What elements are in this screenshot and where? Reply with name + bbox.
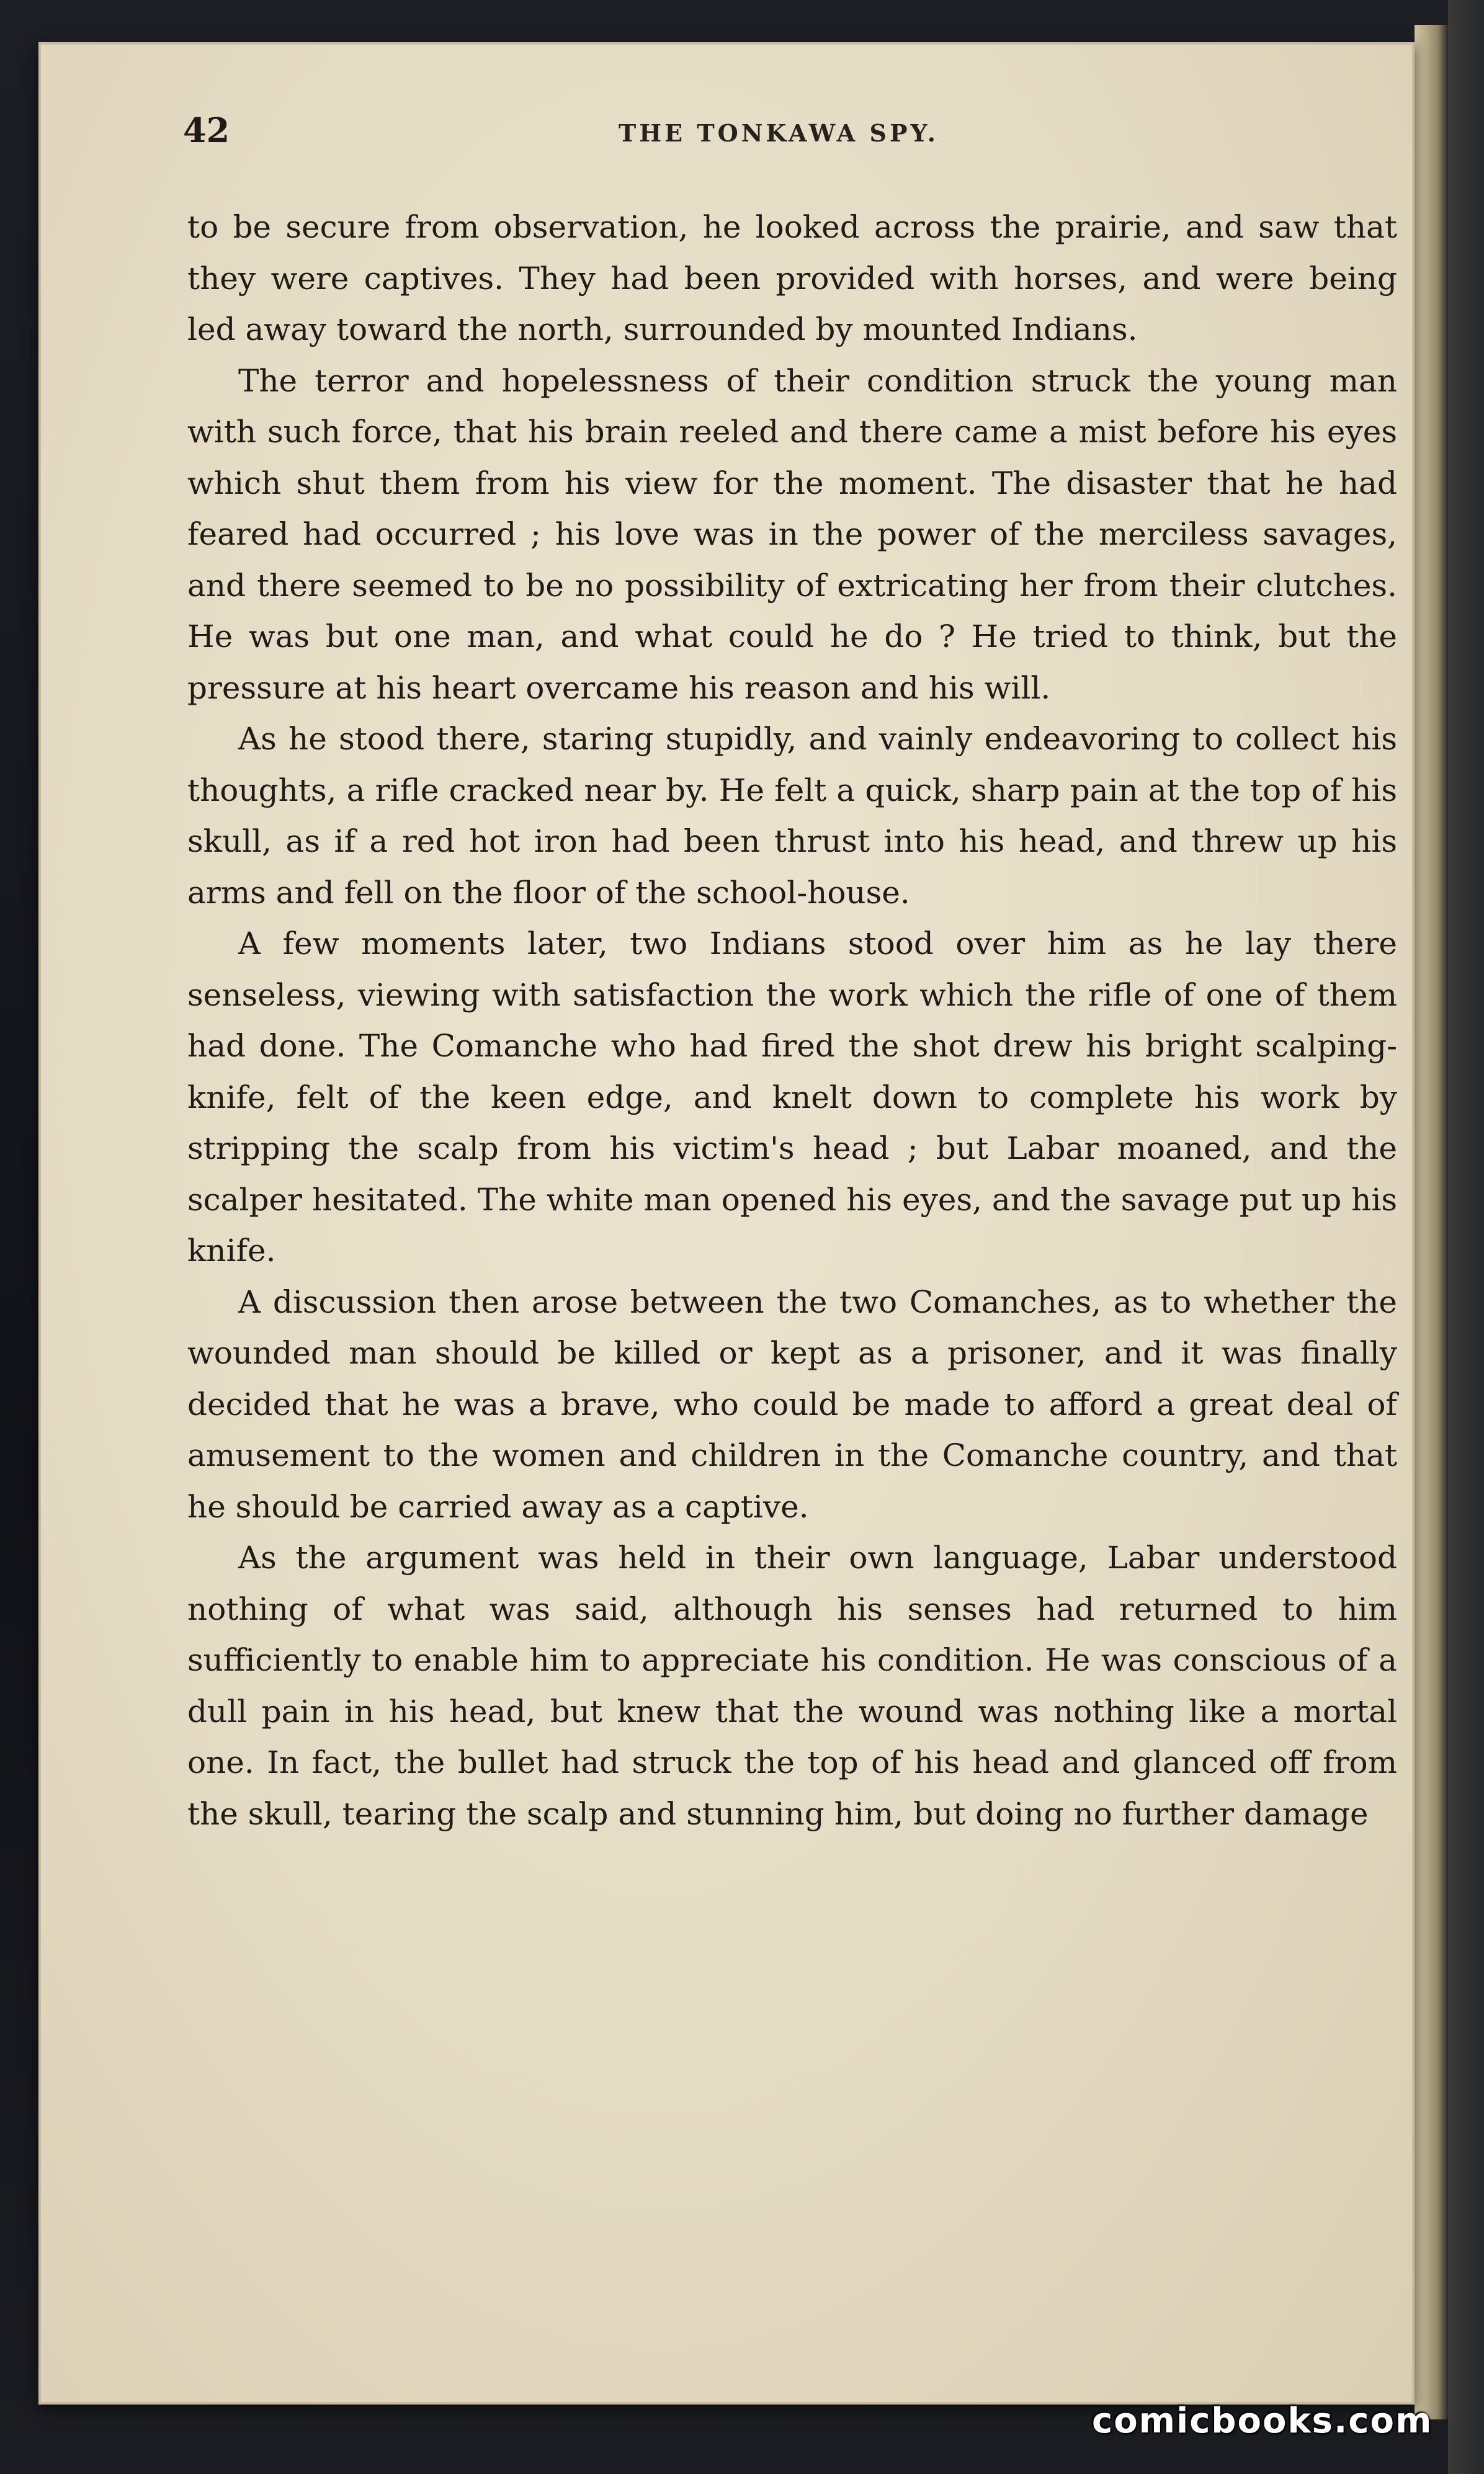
paragraph: As he stood there, staring stupidly, and vainly endeavoring to collect his thoughts, a rifle cracked near by. He felt a quick, sharp pain at the top of his skull, as if a red hot iron had been thrust into his head, and threw up his arms and fell on the floor of the school-house. <box>187 721 1397 911</box>
page-gutter <box>1415 25 1448 2419</box>
paragraph: A discussion then arose between the two Comanches, as to whether the wounded man should be killed or kept as a prisoner, and it was finally decided that he was a brave, who could be made to afford a great deal of amusement to the women and children in the Comanche country, and that he should be carried away as a captive. <box>187 1284 1397 1525</box>
paragraph: A few moments later, two Indians stood over him as he lay there senseless, viewing with satisfaction the work which the rifle of one of them had done. The Comanche who had fired the shot drew his bright scalping-knife, felt of the keen edge, and knelt down to complete his work by stripping the scalp from his victim's head ; but Labar moaned, and the scalper hesitated. The white man opened his eyes, and the savage put up his knife. <box>187 926 1397 1269</box>
watermark: comicbooks.com <box>1092 2401 1433 2441</box>
page-header <box>183 110 1374 160</box>
page-number: 42 <box>183 110 230 150</box>
paragraph: The terror and hopelessness of their condition struck the young man with such force, that his brain reeled and there came a mist before his eyes which shut them from his view for the moment. The disaster that he had feared had occurred ; his love was in the power of the merciless savages, and there seemed to be no possibility of extricating her from their clutches. He was but one man, and what could he do ? He tried to think, but the pressure at his heart overcame his reason and his will. <box>187 362 1397 706</box>
body-text <box>187 202 1397 1839</box>
paragraph: As the argument was held in their own language, Labar understood nothing of what was said, although his senses had returned to him sufficiently to enable him to appreciate his condition. He was conscious of a dull pain in his head, but knew that the wound was nothing like a mortal one. In fact, the bullet had struck the top of his head and glanced off from the skull, tearing the scalp and stunning him, but doing no further damage <box>187 1540 1397 1832</box>
running-title: THE TONKAWA SPY. <box>619 119 939 147</box>
adjacent-page-edge <box>1448 0 1484 2474</box>
paragraph: to be secure from observation, he looked across the prairie, and saw that they were captives. They had been provided with horses, and were being led away toward the north, surrounded by mounted Indians. <box>187 209 1397 347</box>
